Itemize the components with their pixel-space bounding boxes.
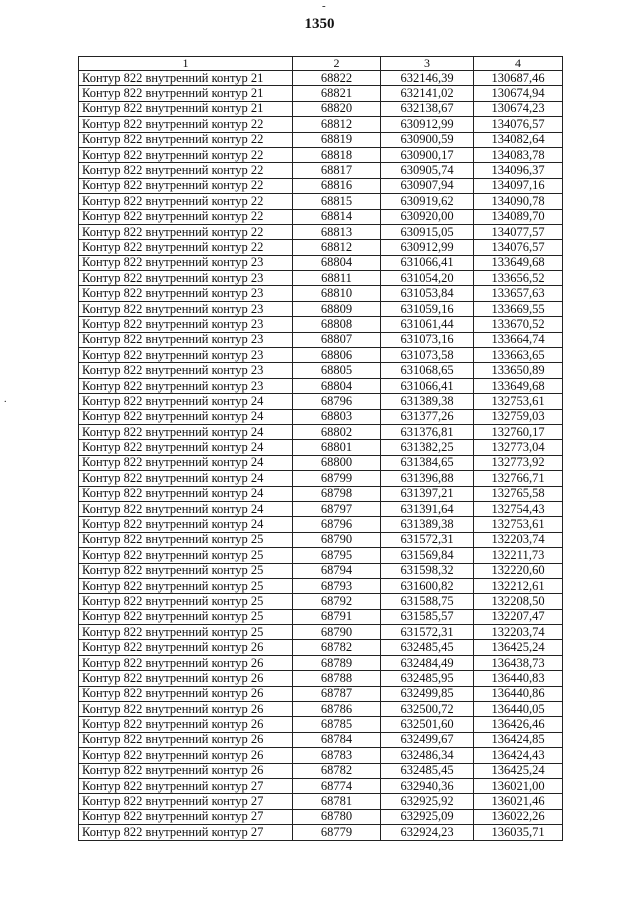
x-coordinate-cell: 631377,26 xyxy=(381,409,474,424)
contour-name-cell: Контур 822 внутренний контур 23 xyxy=(79,378,293,393)
y-coordinate-cell: 132773,92 xyxy=(474,455,563,470)
table-row xyxy=(79,132,563,147)
x-coordinate-cell: 630905,74 xyxy=(381,163,474,178)
table-row xyxy=(79,440,563,455)
x-coordinate-cell: 632499,85 xyxy=(381,686,474,701)
x-coordinate-cell: 631598,32 xyxy=(381,563,474,578)
point-number-cell: 68788 xyxy=(293,671,381,686)
contour-name-cell: Контур 822 внутренний контур 22 xyxy=(79,209,293,224)
contour-name-cell: Контур 822 внутренний контур 22 xyxy=(79,194,293,209)
contour-name-cell: Контур 822 внутренний контур 23 xyxy=(79,271,293,286)
contour-name-cell: Контур 822 внутренний контур 21 xyxy=(79,86,293,101)
point-number-cell: 68808 xyxy=(293,317,381,332)
point-number-cell: 68790 xyxy=(293,532,381,547)
x-coordinate-cell: 632940,36 xyxy=(381,778,474,793)
y-coordinate-cell: 132203,74 xyxy=(474,625,563,640)
x-coordinate-cell: 632501,60 xyxy=(381,717,474,732)
y-coordinate-cell: 132211,73 xyxy=(474,548,563,563)
x-coordinate-cell: 632138,67 xyxy=(381,101,474,116)
table-row xyxy=(79,686,563,701)
point-number-cell: 68801 xyxy=(293,440,381,455)
y-coordinate-cell: 134090,78 xyxy=(474,194,563,209)
x-coordinate-cell: 631600,82 xyxy=(381,578,474,593)
table-row xyxy=(79,625,563,640)
x-coordinate-cell: 631384,65 xyxy=(381,455,474,470)
point-number-cell: 68789 xyxy=(293,655,381,670)
x-coordinate-cell: 631073,16 xyxy=(381,332,474,347)
x-coordinate-cell: 631066,41 xyxy=(381,378,474,393)
contour-name-cell: Контур 822 внутренний контур 26 xyxy=(79,671,293,686)
point-number-cell: 68821 xyxy=(293,86,381,101)
point-number-cell: 68820 xyxy=(293,101,381,116)
point-number-cell: 68790 xyxy=(293,625,381,640)
y-coordinate-cell: 134076,57 xyxy=(474,117,563,132)
point-number-cell: 68810 xyxy=(293,286,381,301)
table-row xyxy=(79,101,563,116)
y-coordinate-cell: 130674,94 xyxy=(474,86,563,101)
x-coordinate-cell: 630920,00 xyxy=(381,209,474,224)
table-row xyxy=(79,255,563,270)
table-row xyxy=(79,471,563,486)
contour-name-cell: Контур 822 внутренний контур 25 xyxy=(79,563,293,578)
point-number-cell: 68781 xyxy=(293,794,381,809)
table-row xyxy=(79,286,563,301)
contour-name-cell: Контур 822 внутренний контур 24 xyxy=(79,440,293,455)
contour-name-cell: Контур 822 внутренний контур 24 xyxy=(79,409,293,424)
x-coordinate-cell: 632499,67 xyxy=(381,732,474,747)
contour-name-cell: Контур 822 внутренний контур 25 xyxy=(79,532,293,547)
coordinates-table-body xyxy=(79,57,563,841)
table-row xyxy=(79,794,563,809)
y-coordinate-cell: 132212,61 xyxy=(474,578,563,593)
contour-name-cell: Контур 822 внутренний контур 26 xyxy=(79,732,293,747)
x-coordinate-cell: 631068,65 xyxy=(381,363,474,378)
table-row xyxy=(79,640,563,655)
point-number-cell: 68783 xyxy=(293,748,381,763)
x-coordinate-cell: 631397,21 xyxy=(381,486,474,501)
table-row xyxy=(79,194,563,209)
x-coordinate-cell: 631073,58 xyxy=(381,348,474,363)
contour-name-cell: Контур 822 внутренний контур 21 xyxy=(79,101,293,116)
y-coordinate-cell: 136440,83 xyxy=(474,671,563,686)
table-row xyxy=(79,224,563,239)
contour-name-cell: Контур 822 внутренний контур 26 xyxy=(79,748,293,763)
contour-name-cell: Контур 822 внутренний контур 22 xyxy=(79,117,293,132)
y-coordinate-cell: 134077,57 xyxy=(474,224,563,239)
table-row xyxy=(79,178,563,193)
point-number-cell: 68800 xyxy=(293,455,381,470)
y-coordinate-cell: 136424,85 xyxy=(474,732,563,747)
y-coordinate-cell: 134082,64 xyxy=(474,132,563,147)
table-header-row xyxy=(79,57,563,71)
point-number-cell: 68814 xyxy=(293,209,381,224)
table-row xyxy=(79,609,563,624)
contour-name-cell: Контур 822 внутренний контур 25 xyxy=(79,609,293,624)
contour-name-cell: Контур 822 внутренний контур 26 xyxy=(79,763,293,778)
y-coordinate-cell: 132765,58 xyxy=(474,486,563,501)
contour-name-cell: Контур 822 внутренний контур 26 xyxy=(79,702,293,717)
x-coordinate-cell: 631396,88 xyxy=(381,471,474,486)
contour-name-cell: Контур 822 внутренний контур 24 xyxy=(79,394,293,409)
table-row xyxy=(79,348,563,363)
coordinates-table xyxy=(78,56,563,841)
table-row xyxy=(79,532,563,547)
point-number-cell: 68779 xyxy=(293,825,381,840)
column-header-3: 3 xyxy=(381,57,474,71)
contour-name-cell: Контур 822 внутренний контур 22 xyxy=(79,240,293,255)
point-number-cell: 68782 xyxy=(293,763,381,778)
table-row xyxy=(79,147,563,162)
table-row xyxy=(79,209,563,224)
y-coordinate-cell: 132753,61 xyxy=(474,394,563,409)
x-coordinate-cell: 630907,94 xyxy=(381,178,474,193)
x-coordinate-cell: 630912,99 xyxy=(381,240,474,255)
x-coordinate-cell: 632485,95 xyxy=(381,671,474,686)
x-coordinate-cell: 631588,75 xyxy=(381,594,474,609)
y-coordinate-cell: 133664,74 xyxy=(474,332,563,347)
y-coordinate-cell: 132753,61 xyxy=(474,517,563,532)
contour-name-cell: Контур 822 внутренний контур 24 xyxy=(79,486,293,501)
y-coordinate-cell: 134097,16 xyxy=(474,178,563,193)
y-coordinate-cell: 132766,71 xyxy=(474,471,563,486)
y-coordinate-cell: 136022,26 xyxy=(474,809,563,824)
x-coordinate-cell: 630912,99 xyxy=(381,117,474,132)
x-coordinate-cell: 632484,49 xyxy=(381,655,474,670)
contour-name-cell: Контур 822 внутренний контур 24 xyxy=(79,501,293,516)
table-row xyxy=(79,409,563,424)
y-coordinate-cell: 134096,37 xyxy=(474,163,563,178)
contour-name-cell: Контур 822 внутренний контур 22 xyxy=(79,178,293,193)
point-number-cell: 68811 xyxy=(293,271,381,286)
y-coordinate-cell: 136440,05 xyxy=(474,702,563,717)
contour-name-cell: Контур 822 внутренний контур 26 xyxy=(79,640,293,655)
x-coordinate-cell: 631389,38 xyxy=(381,517,474,532)
y-coordinate-cell: 134083,78 xyxy=(474,147,563,162)
y-coordinate-cell: 136021,46 xyxy=(474,794,563,809)
y-coordinate-cell: 133656,52 xyxy=(474,271,563,286)
table-row xyxy=(79,778,563,793)
table-row xyxy=(79,163,563,178)
point-number-cell: 68804 xyxy=(293,378,381,393)
table-row xyxy=(79,732,563,747)
point-number-cell: 68817 xyxy=(293,163,381,178)
table-row xyxy=(79,455,563,470)
x-coordinate-cell: 632486,34 xyxy=(381,748,474,763)
x-coordinate-cell: 632146,39 xyxy=(381,71,474,86)
contour-name-cell: Контур 822 внутренний контур 25 xyxy=(79,625,293,640)
point-number-cell: 68797 xyxy=(293,501,381,516)
x-coordinate-cell: 632141,02 xyxy=(381,86,474,101)
contour-name-cell: Контур 822 внутренний контур 25 xyxy=(79,578,293,593)
contour-name-cell: Контур 822 внутренний контур 23 xyxy=(79,332,293,347)
contour-name-cell: Контур 822 внутренний контур 22 xyxy=(79,224,293,239)
x-coordinate-cell: 631066,41 xyxy=(381,255,474,270)
point-number-cell: 68798 xyxy=(293,486,381,501)
point-number-cell: 68795 xyxy=(293,548,381,563)
contour-name-cell: Контур 822 внутренний контур 22 xyxy=(79,132,293,147)
x-coordinate-cell: 632485,45 xyxy=(381,640,474,655)
contour-name-cell: Контур 822 внутренний контур 27 xyxy=(79,809,293,824)
y-coordinate-cell: 133663,65 xyxy=(474,348,563,363)
table-row xyxy=(79,317,563,332)
y-coordinate-cell: 132759,03 xyxy=(474,409,563,424)
x-coordinate-cell: 632925,92 xyxy=(381,794,474,809)
point-number-cell: 68819 xyxy=(293,132,381,147)
table-row xyxy=(79,702,563,717)
table-row xyxy=(79,86,563,101)
x-coordinate-cell: 631059,16 xyxy=(381,301,474,316)
point-number-cell: 68813 xyxy=(293,224,381,239)
contour-name-cell: Контур 822 внутренний контур 22 xyxy=(79,147,293,162)
table-row xyxy=(79,825,563,840)
table-row xyxy=(79,578,563,593)
y-coordinate-cell: 132760,17 xyxy=(474,424,563,439)
point-number-cell: 68804 xyxy=(293,255,381,270)
point-number-cell: 68799 xyxy=(293,471,381,486)
y-coordinate-cell: 136021,00 xyxy=(474,778,563,793)
x-coordinate-cell: 630900,17 xyxy=(381,147,474,162)
y-coordinate-cell: 133649,68 xyxy=(474,378,563,393)
y-coordinate-cell: 134076,57 xyxy=(474,240,563,255)
contour-name-cell: Контур 822 внутренний контур 27 xyxy=(79,778,293,793)
y-coordinate-cell: 132207,47 xyxy=(474,609,563,624)
y-coordinate-cell: 130687,46 xyxy=(474,71,563,86)
y-coordinate-cell: 132773,04 xyxy=(474,440,563,455)
x-coordinate-cell: 631585,57 xyxy=(381,609,474,624)
point-number-cell: 68793 xyxy=(293,578,381,593)
y-coordinate-cell: 134089,70 xyxy=(474,209,563,224)
contour-name-cell: Контур 822 внутренний контур 27 xyxy=(79,794,293,809)
x-coordinate-cell: 631572,31 xyxy=(381,532,474,547)
contour-name-cell: Контур 822 внутренний контур 21 xyxy=(79,71,293,86)
y-coordinate-cell: 133650,89 xyxy=(474,363,563,378)
contour-name-cell: Контур 822 внутренний контур 26 xyxy=(79,717,293,732)
y-coordinate-cell: 132203,74 xyxy=(474,532,563,547)
x-coordinate-cell: 632485,45 xyxy=(381,763,474,778)
table-row xyxy=(79,809,563,824)
y-coordinate-cell: 136424,43 xyxy=(474,748,563,763)
contour-name-cell: Контур 822 внутренний контур 23 xyxy=(79,363,293,378)
y-coordinate-cell: 133657,63 xyxy=(474,286,563,301)
x-coordinate-cell: 631054,20 xyxy=(381,271,474,286)
contour-name-cell: Контур 822 внутренний контур 24 xyxy=(79,424,293,439)
table-row xyxy=(79,501,563,516)
table-row xyxy=(79,517,563,532)
point-number-cell: 68816 xyxy=(293,178,381,193)
point-number-cell: 68774 xyxy=(293,778,381,793)
x-coordinate-cell: 631391,64 xyxy=(381,501,474,516)
y-coordinate-cell: 132754,43 xyxy=(474,501,563,516)
point-number-cell: 68786 xyxy=(293,702,381,717)
x-coordinate-cell: 630900,59 xyxy=(381,132,474,147)
contour-name-cell: Контур 822 внутренний контур 26 xyxy=(79,686,293,701)
point-number-cell: 68818 xyxy=(293,147,381,162)
point-number-cell: 68802 xyxy=(293,424,381,439)
point-number-cell: 68809 xyxy=(293,301,381,316)
y-coordinate-cell: 133669,55 xyxy=(474,301,563,316)
point-number-cell: 68812 xyxy=(293,117,381,132)
table-row xyxy=(79,332,563,347)
point-number-cell: 68796 xyxy=(293,394,381,409)
table-row xyxy=(79,271,563,286)
point-number-cell: 68815 xyxy=(293,194,381,209)
point-number-cell: 68807 xyxy=(293,332,381,347)
point-number-cell: 68792 xyxy=(293,594,381,609)
y-coordinate-cell: 136425,24 xyxy=(474,763,563,778)
column-header-1: 1 xyxy=(79,57,293,71)
table-row xyxy=(79,655,563,670)
table-row xyxy=(79,424,563,439)
y-coordinate-cell: 136035,71 xyxy=(474,825,563,840)
contour-name-cell: Контур 822 внутренний контур 25 xyxy=(79,548,293,563)
x-coordinate-cell: 632925,09 xyxy=(381,809,474,824)
table-row xyxy=(79,240,563,255)
table-row xyxy=(79,394,563,409)
point-number-cell: 68780 xyxy=(293,809,381,824)
x-coordinate-cell: 631569,84 xyxy=(381,548,474,563)
contour-name-cell: Контур 822 внутренний контур 25 xyxy=(79,594,293,609)
x-coordinate-cell: 631376,81 xyxy=(381,424,474,439)
x-coordinate-cell: 632924,23 xyxy=(381,825,474,840)
contour-name-cell: Контур 822 внутренний контур 23 xyxy=(79,255,293,270)
y-coordinate-cell: 136425,24 xyxy=(474,640,563,655)
point-number-cell: 68787 xyxy=(293,686,381,701)
table-row xyxy=(79,378,563,393)
contour-name-cell: Контур 822 внутренний контур 26 xyxy=(79,655,293,670)
table-row xyxy=(79,71,563,86)
table-row xyxy=(79,594,563,609)
point-number-cell: 68812 xyxy=(293,240,381,255)
y-coordinate-cell: 132220,60 xyxy=(474,563,563,578)
top-mark: - xyxy=(322,0,326,12)
table-row xyxy=(79,363,563,378)
table-row xyxy=(79,486,563,501)
contour-name-cell: Контур 822 внутренний контур 24 xyxy=(79,517,293,532)
table-row xyxy=(79,763,563,778)
table-row xyxy=(79,717,563,732)
table-row xyxy=(79,671,563,686)
y-coordinate-cell: 133649,68 xyxy=(474,255,563,270)
x-coordinate-cell: 631389,38 xyxy=(381,394,474,409)
y-coordinate-cell: 136438,73 xyxy=(474,655,563,670)
point-number-cell: 68822 xyxy=(293,71,381,86)
contour-name-cell: Контур 822 внутренний контур 22 xyxy=(79,163,293,178)
stray-mark: . xyxy=(4,394,7,405)
table-row xyxy=(79,301,563,316)
y-coordinate-cell: 136426,46 xyxy=(474,717,563,732)
contour-name-cell: Контур 822 внутренний контур 27 xyxy=(79,825,293,840)
contour-name-cell: Контур 822 внутренний контур 24 xyxy=(79,471,293,486)
table-row xyxy=(79,748,563,763)
y-coordinate-cell: 133670,52 xyxy=(474,317,563,332)
contour-name-cell: Контур 822 внутренний контур 23 xyxy=(79,301,293,316)
contour-name-cell: Контур 822 внутренний контур 23 xyxy=(79,317,293,332)
table-row xyxy=(79,548,563,563)
point-number-cell: 68805 xyxy=(293,363,381,378)
point-number-cell: 68794 xyxy=(293,563,381,578)
contour-name-cell: Контур 822 внутренний контур 24 xyxy=(79,455,293,470)
point-number-cell: 68803 xyxy=(293,409,381,424)
y-coordinate-cell: 130674,23 xyxy=(474,101,563,116)
page-number: 1350 xyxy=(304,16,335,32)
point-number-cell: 68806 xyxy=(293,348,381,363)
point-number-cell: 68782 xyxy=(293,640,381,655)
column-header-4: 4 xyxy=(474,57,563,71)
point-number-cell: 68784 xyxy=(293,732,381,747)
x-coordinate-cell: 632500,72 xyxy=(381,702,474,717)
column-header-2: 2 xyxy=(293,57,381,71)
contour-name-cell: Контур 822 внутренний контур 23 xyxy=(79,286,293,301)
table-row xyxy=(79,117,563,132)
x-coordinate-cell: 630919,62 xyxy=(381,194,474,209)
x-coordinate-cell: 631572,31 xyxy=(381,625,474,640)
x-coordinate-cell: 631053,84 xyxy=(381,286,474,301)
point-number-cell: 68785 xyxy=(293,717,381,732)
y-coordinate-cell: 136440,86 xyxy=(474,686,563,701)
contour-name-cell: Контур 822 внутренний контур 23 xyxy=(79,348,293,363)
point-number-cell: 68791 xyxy=(293,609,381,624)
x-coordinate-cell: 631061,44 xyxy=(381,317,474,332)
table-row xyxy=(79,563,563,578)
point-number-cell: 68796 xyxy=(293,517,381,532)
y-coordinate-cell: 132208,50 xyxy=(474,594,563,609)
x-coordinate-cell: 630915,05 xyxy=(381,224,474,239)
x-coordinate-cell: 631382,25 xyxy=(381,440,474,455)
